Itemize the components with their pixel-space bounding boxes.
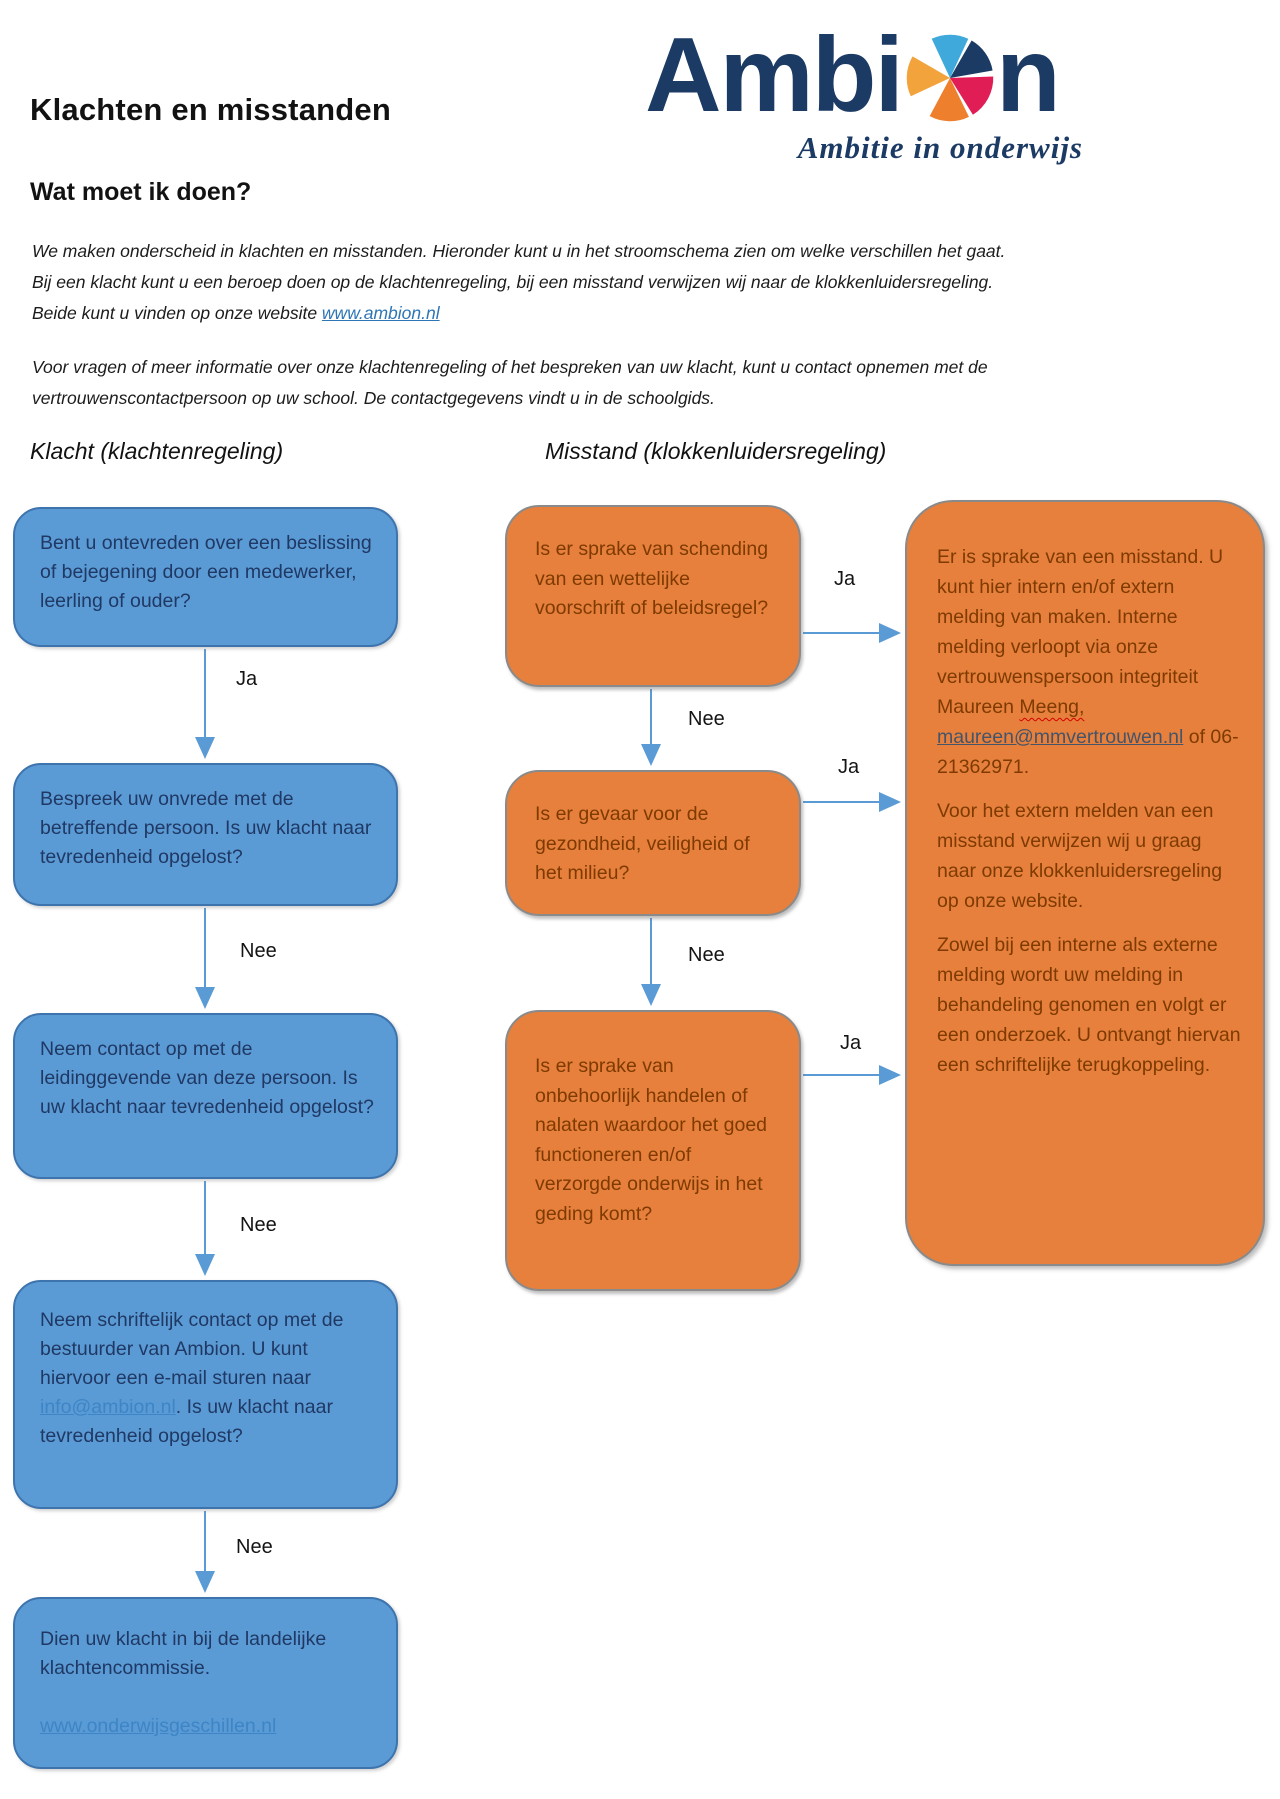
label-klacht-nee-3: Nee [236, 1536, 273, 1558]
label-misstand-nee-2: Nee [688, 944, 725, 966]
label-klacht-ja: Ja [236, 668, 258, 690]
label-misstand-ja-3: Ja [840, 1032, 862, 1054]
result-p1-text: Er is sprake van een misstand. U kunt hier intern en/of extern melding van maken. Interne melding verloopt via onze vertrouwenspersoon integriteit Maureen [937, 546, 1224, 718]
heading-klacht: Klacht (klachtenregeling) [30, 438, 284, 464]
page-subtitle: Wat moet ik doen? [30, 178, 252, 206]
logo-wordmark [645, 16, 1085, 134]
klacht-box-5-text: Dien uw klacht in bij de landelijke klachtencommissie. [40, 1628, 327, 1679]
result-paragraph-2: Voor het extern melden van een misstand verwijzen wij u graag naar onze klokkenluidersregeling op onze website. [937, 800, 1223, 912]
label-klacht-nee-2: Nee [240, 1214, 277, 1236]
result-paragraph-1 [937, 542, 1241, 782]
link-info-ambion-email[interactable]: info@ambion.nl [40, 1396, 176, 1418]
result-paragraph-3: Zowel bij een interne als externe melding wordt uw melding in behandeling genomen en volgt er een onderzoek. U ontvangt hiervan een schriftelijke terugkoppeling. [937, 934, 1241, 1076]
label-misstand-nee-1: Nee [688, 708, 725, 730]
ambion-logo [645, 16, 1085, 166]
klacht-box-5 [13, 1597, 398, 1769]
link-ambion-website[interactable]: www.ambion.nl [321, 303, 440, 323]
logo-text-end: n [996, 16, 1059, 134]
label-misstand-ja-2: Ja [838, 756, 860, 778]
klacht-box-3: Neem contact op met de leidinggevende van deze persoon. Is uw klacht naar tevredenheid opgelost? [13, 1013, 398, 1179]
label-klacht-nee-1: Nee [240, 940, 277, 962]
klacht-box-1: Bent u ontevreden over een beslissing of bejegening door een medewerker, leerling of ouder? [13, 507, 398, 647]
intro-paragraph-2: Voor vragen of meer informatie over onze klachtenregeling of het bespreken van uw klacht, kunt u contact opnemen met de vertrouwenscontactpersoon op uw school. De contactgegevens vindt u in de schoolgids. [32, 357, 988, 408]
klacht-box-4-text: Neem schriftelijk contact op met de bestuurder van Ambion. U kunt hiervoor een e-mail sturen naar [40, 1309, 344, 1389]
misstand-box-1: Is er sprake van schending van een wettelijke voorschrift of beleidsregel? [505, 505, 801, 687]
logo-text-start: Ambi [645, 16, 902, 134]
intro-1-text: We maken onderscheid in klachten en misstanden. Hieronder kunt u in het stroomschema zien om welke verschillen het gaat. Bij een klacht kunt u een beroep doen op de klachtenregeling, bij een misstand verwijzen wij naar de klokkenluidersregeling. Beide kunt u vinden op onze website [32, 241, 1006, 323]
result-p1-text-after: of 06-21362971. [937, 726, 1239, 778]
logo-tagline: Ambitie in onderwijs [797, 130, 1083, 165]
result-p1-name: Meeng, [1019, 696, 1085, 718]
klacht-box-2: Bespreek uw onvrede met de betreffende persoon. Is uw klacht naar tevredenheid opgelost? [13, 763, 398, 906]
intro-paragraph-1 [32, 236, 1007, 329]
page-title: Klachten en misstanden [30, 92, 391, 127]
pinwheel-icon [904, 32, 996, 124]
misstand-box-2: Is er gevaar voor de gezondheid, veiligheid of het milieu? [505, 770, 801, 916]
klacht-box-4 [13, 1280, 398, 1509]
link-maureen-email[interactable]: maureen@mmvertrouwen.nl [937, 726, 1184, 748]
misstand-result-box [905, 500, 1265, 1266]
klacht-box-4-text-after: . Is uw klacht naar tevredenheid opgelost? [40, 1396, 333, 1447]
heading-misstand: Misstand (klokkenluidersregeling) [545, 438, 887, 464]
misstand-box-3: Is er sprake van onbehoorlijk handelen of nalaten waardoor het goed functioneren en/of verzorgde onderwijs in het geding komt? [505, 1010, 801, 1291]
label-misstand-ja-1: Ja [834, 568, 856, 590]
link-onderwijsgeschillen[interactable]: www.onderwijsgeschillen.nl [40, 1715, 277, 1737]
